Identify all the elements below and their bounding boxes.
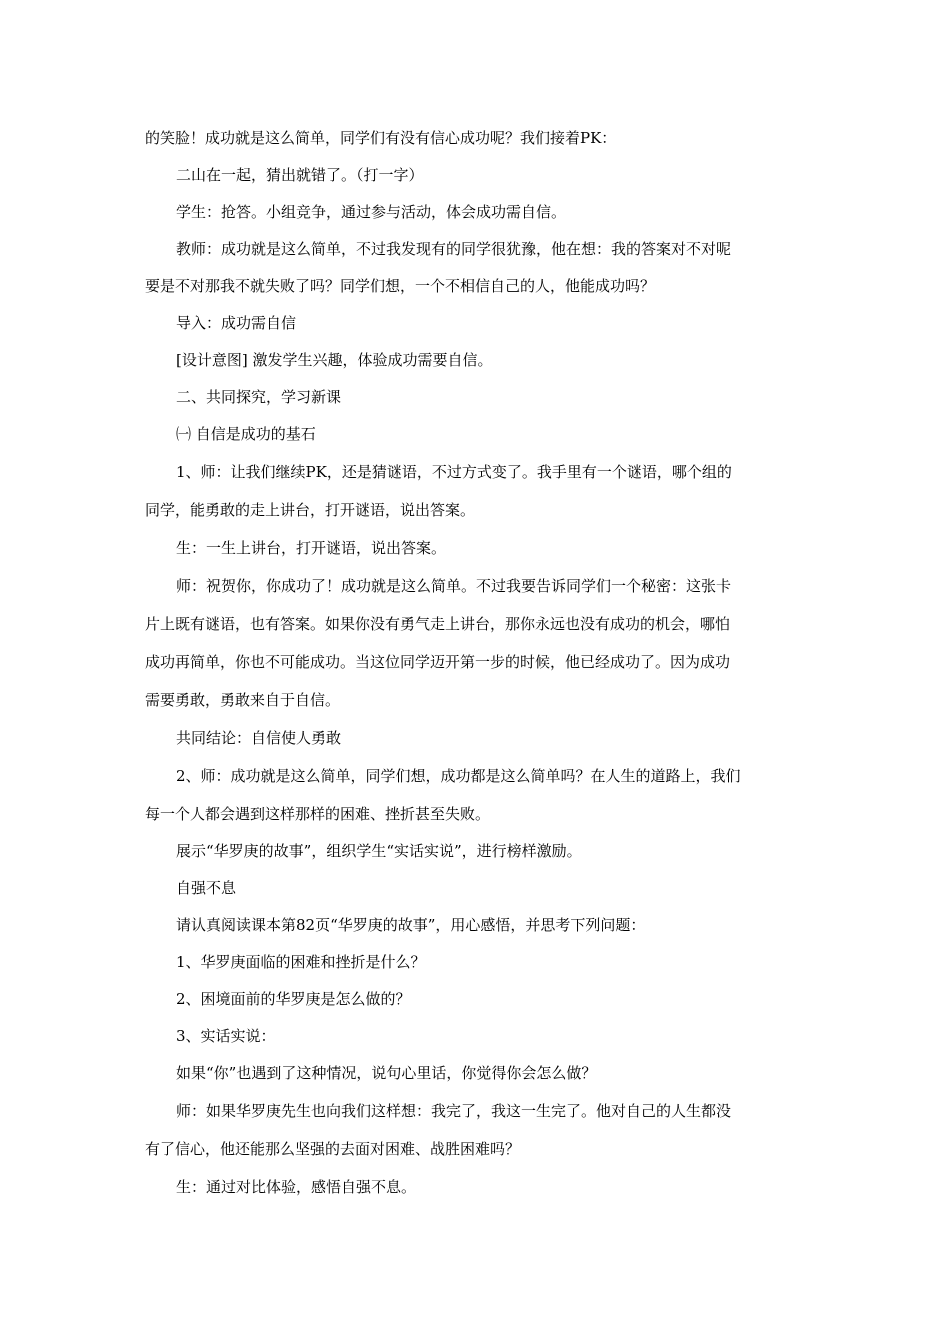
paragraph-line: 展示“华罗庚的故事”，组织学生“实话实说”，进行榜样激励。 bbox=[176, 842, 582, 860]
paragraph-line: 生：一生上讲台，打开谜语，说出答案。 bbox=[176, 539, 447, 557]
paragraph-line: 每一个人都会遇到这样那样的困难、挫折甚至失败。 bbox=[145, 805, 491, 823]
section-heading: 二、共同探究，学习新课 bbox=[176, 388, 342, 406]
paragraph-line: 学生：抢答。小组竞争，通过参与活动，体会成功需自信。 bbox=[176, 203, 567, 221]
subsection-heading: ㈠ 自信是成功的基石 bbox=[176, 425, 316, 443]
paragraph-line: 要是不对那我不就失败了吗？同学们想，一个不相信自己的人，他能成功吗？ bbox=[145, 277, 656, 295]
paragraph-line: 2、师：成功就是这么简单，同学们想，成功都是这么简单吗？在人生的道路上，我们 bbox=[176, 767, 741, 785]
paragraph-line: 片上既有谜语，也有答案。如果你没有勇气走上讲台，那你永远也没有成功的机会，哪怕 bbox=[145, 615, 731, 633]
riddle-line: 二山在一起，猜出就错了。（打一字） bbox=[176, 166, 424, 184]
paragraph-line: 同学，能勇敢的走上讲台，打开谜语，说出答案。 bbox=[145, 501, 476, 519]
document-body bbox=[145, 120, 807, 1206]
paragraph-line: 如果“你”也遇到了这种情况，说句心里话，你觉得你会怎么做？ bbox=[176, 1064, 597, 1082]
paragraph-line: 生：通过对比体验，感悟自强不息。 bbox=[176, 1178, 417, 1196]
question-line: 2、困境面前的华罗庚是怎么做的？ bbox=[176, 990, 411, 1008]
paragraph-line: 需要勇敢，勇敢来自于自信。 bbox=[145, 691, 341, 709]
paragraph-line: 教师：成功就是这么简单，不过我发现有的同学很犹豫，他在想：我的答案对不对呢 bbox=[176, 240, 732, 258]
design-intent-line: [设计意图] 激发学生兴趣，体验成功需要自信。 bbox=[176, 351, 493, 369]
paragraph-line: 有了信心，他还能那么坚强的去面对困难、战胜困难吗？ bbox=[145, 1140, 521, 1158]
paragraph-line: 的笑脸！成功就是这么简单，同学们有没有信心成功呢？我们接着PK： bbox=[145, 129, 617, 147]
conclusion-line: 共同结论：自信使人勇敢 bbox=[176, 729, 342, 747]
paragraph-line: 1、师：让我们继续PK，还是猜谜语，不过方式变了。我手里有一个谜语，哪个组的 bbox=[176, 463, 732, 481]
subsection-heading: 自强不息 bbox=[176, 879, 237, 897]
question-line: 1、华罗庚面临的困难和挫折是什么？ bbox=[176, 953, 426, 971]
paragraph-line: 师：祝贺你，你成功了！成功就是这么简单。不过我要告诉同学们一个秘密：这张卡 bbox=[176, 577, 732, 595]
paragraph-line: 导入：成功需自信 bbox=[176, 314, 297, 332]
paragraph-line: 成功再简单，你也不可能成功。当这位同学迈开第一步的时候，他已经成功了。因为成功 bbox=[145, 653, 731, 671]
paragraph-line: 请认真阅读课本第82页“华罗庚的故事”，用心感悟，并思考下列问题： bbox=[176, 916, 646, 934]
paragraph-line: 师：如果华罗庚先生也向我们这样想：我完了，我这一生完了。他对自己的人生都没 bbox=[176, 1102, 732, 1120]
question-line: 3、实话实说： bbox=[176, 1027, 276, 1045]
